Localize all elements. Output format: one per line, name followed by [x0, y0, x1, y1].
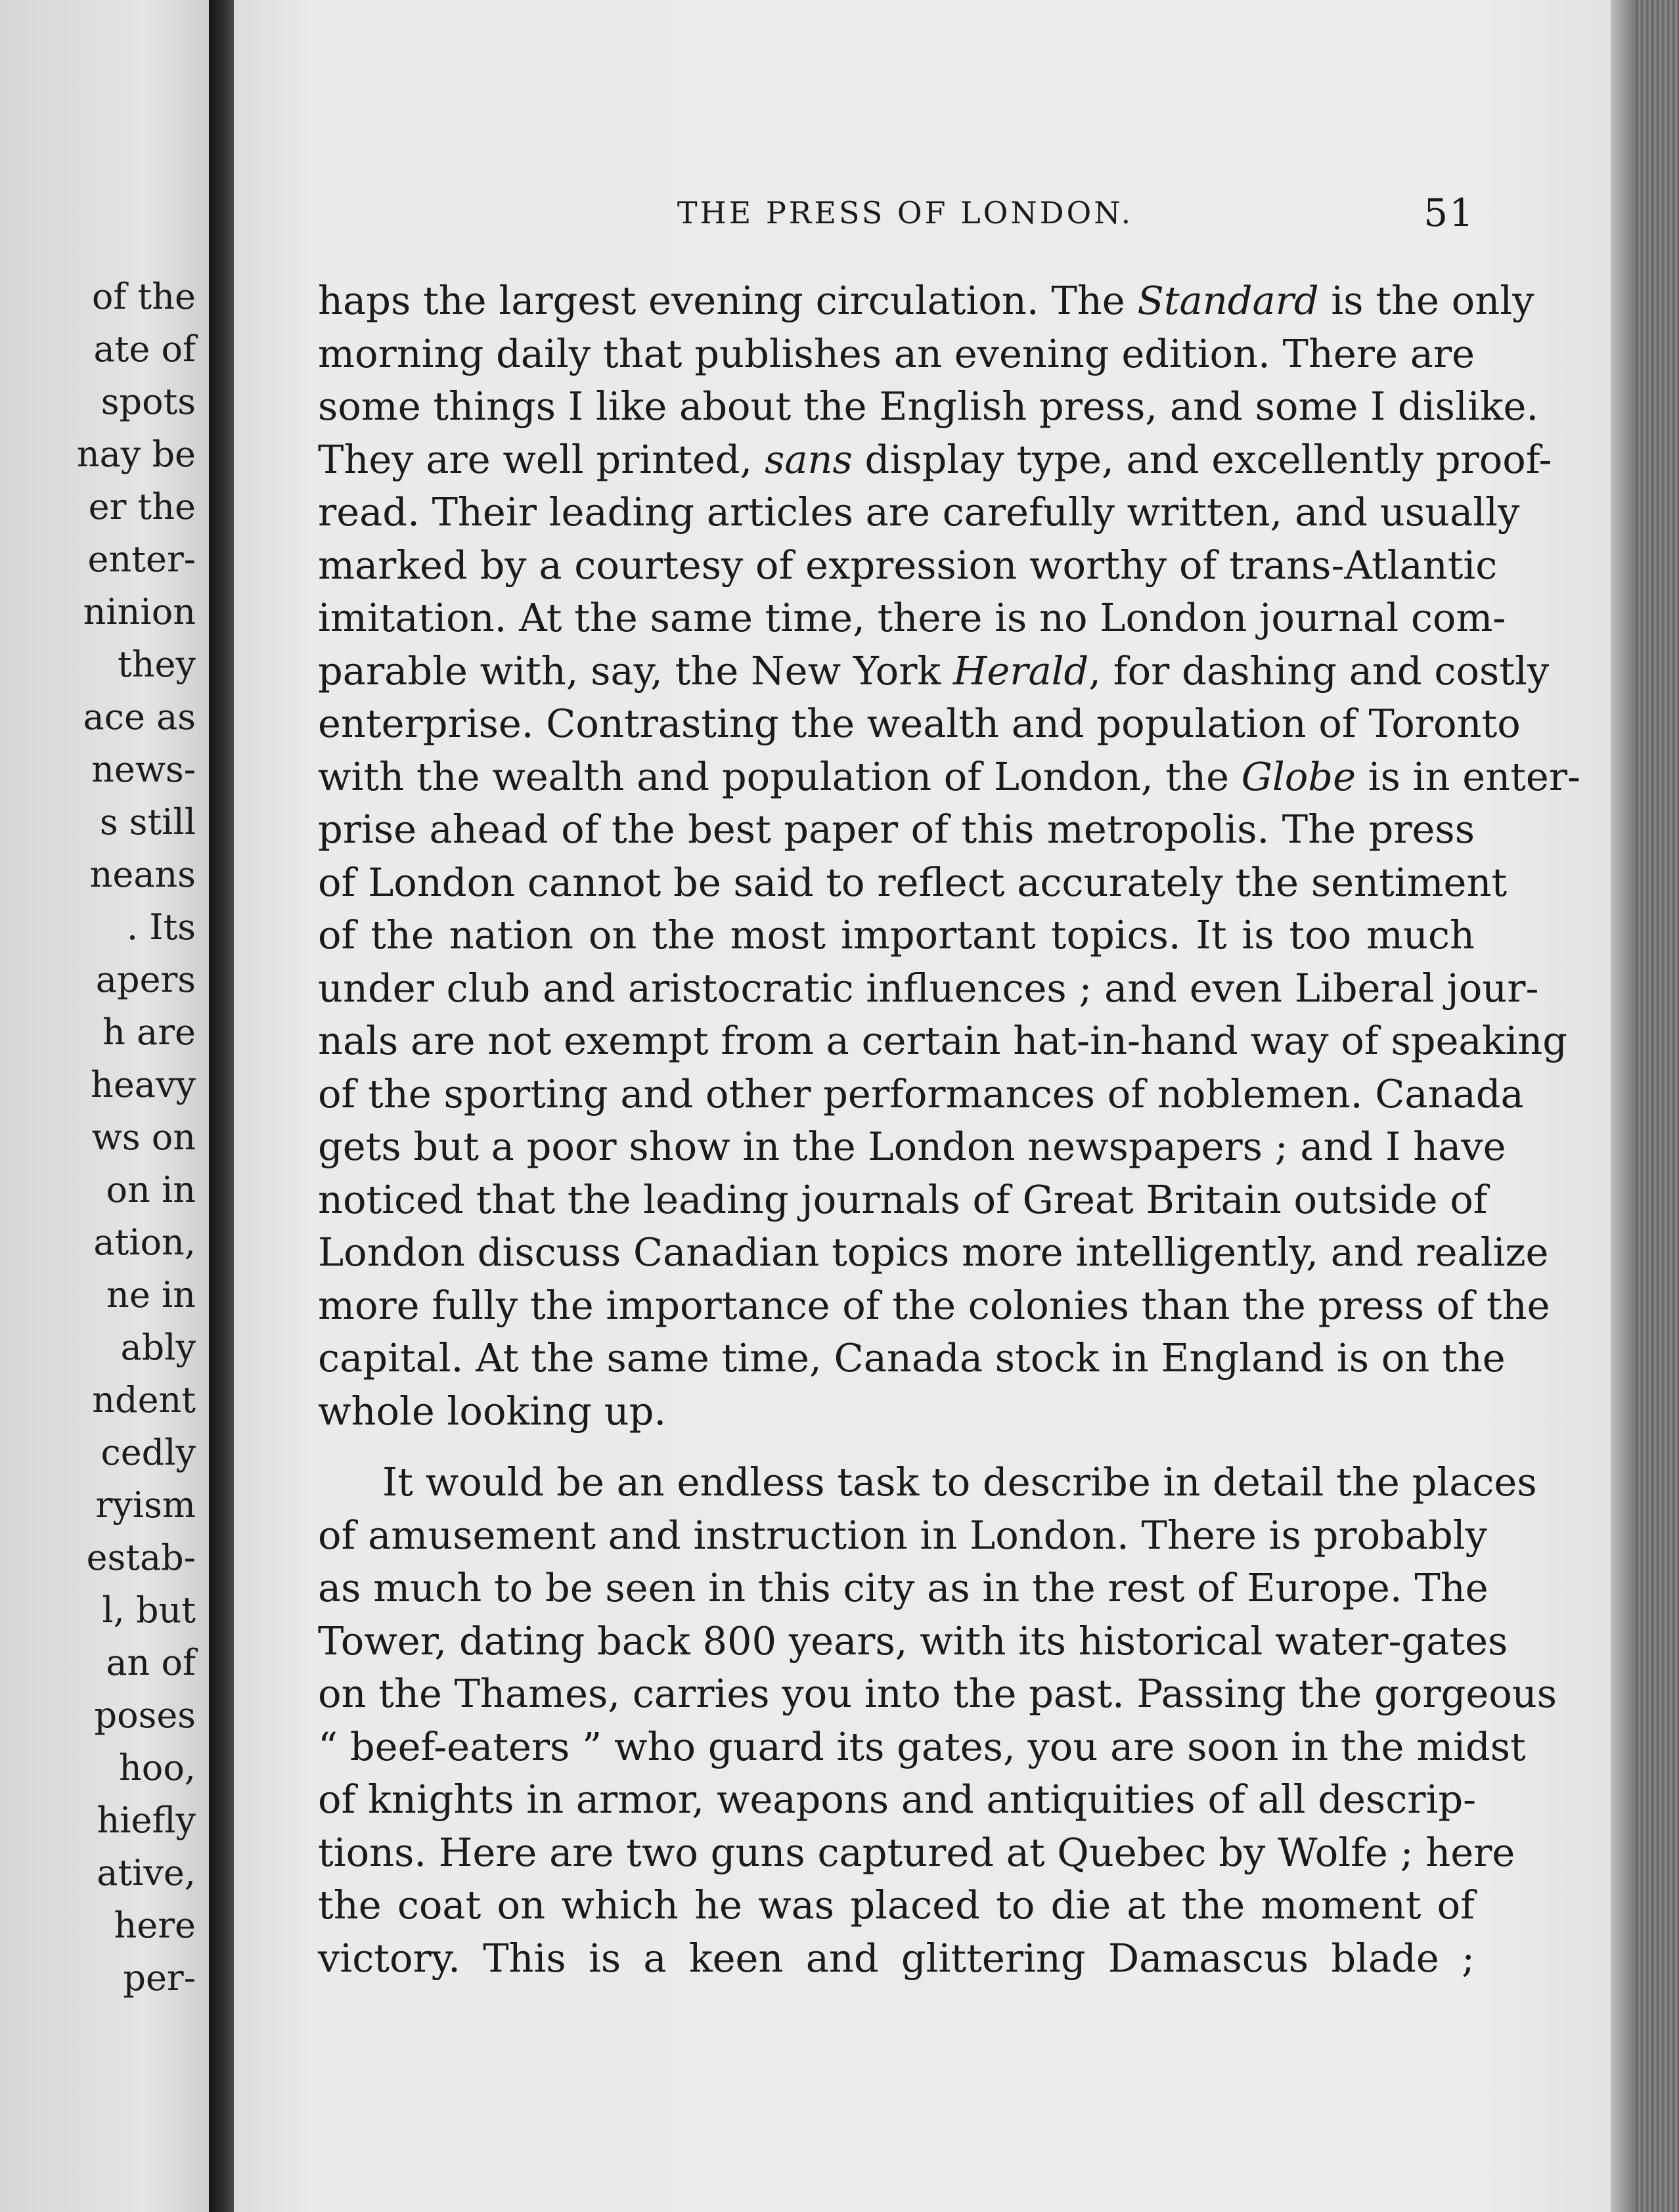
left-fragment: ryism	[95, 1484, 196, 1526]
text-line: Tower, dating back 800 years, with its historical water-gates	[318, 1618, 1508, 1664]
left-fragment: here	[114, 1905, 196, 1946]
left-fragment: . Its	[126, 906, 196, 948]
left-fragment: ninion	[83, 591, 196, 632]
text-line: with the wealth and population of London, the Globe is in enter-	[318, 753, 1580, 799]
left-fragment: l, but	[102, 1589, 196, 1631]
left-fragment: ably	[120, 1327, 196, 1368]
text-line: more fully the importance of the colonies than the press of the	[318, 1282, 1550, 1328]
left-fragment: ne in	[106, 1274, 196, 1316]
text-line: noticed that the leading journals of Great Britain outside of	[318, 1176, 1488, 1222]
text-line: the coat on which he was placed to die at the moment of	[318, 1882, 1475, 1928]
left-fragment: neans	[89, 854, 196, 895]
body-text	[318, 275, 1580, 1985]
text-line: nals are not exempt from a certain hat-in-hand way of speaking	[318, 1018, 1567, 1063]
left-fragment: on in	[106, 1169, 196, 1210]
text-line: parable with, say, the New York Herald, for dashing and costly	[318, 648, 1550, 694]
text-line: of London cannot be said to reflect accurately the sentiment	[318, 859, 1508, 905]
text-line: under club and aristocratic influences ; and even Liberal jour-	[318, 965, 1539, 1011]
paragraph-1	[318, 275, 1580, 1438]
text-line: some things I like about the English press, and some I dislike.	[318, 384, 1539, 429]
running-title: THE PRESS OF LONDON.	[677, 195, 1134, 231]
left-fragment: ation,	[93, 1222, 196, 1263]
text-line: haps the largest evening circulation. The Standard is the only	[318, 278, 1534, 323]
text-line: of the nation on the most important topics. It is too much	[318, 912, 1475, 958]
page-number: 51	[1423, 190, 1475, 235]
left-fragment: an of	[106, 1642, 196, 1683]
page-edges	[1611, 0, 1679, 2212]
text-line: read. Their leading articles are carefully written, and usually	[318, 489, 1520, 535]
left-fragment: of the	[91, 276, 196, 317]
text-line: prise ahead of the best paper of this metropolis. The press	[318, 807, 1475, 852]
paragraph-gap	[318, 1438, 1475, 1456]
running-head	[439, 192, 1475, 234]
left-fragment: per-	[123, 1957, 196, 1999]
text-line: “ beef-eaters ” who guard its gates, you are soon in the midst	[318, 1723, 1526, 1769]
text-line: marked by a courtesy of expression worthy of trans-Atlantic	[318, 542, 1498, 588]
left-fragment: enter-	[87, 539, 196, 580]
left-fragment: ative,	[97, 1852, 196, 1893]
left-fragment: ndent	[92, 1379, 196, 1421]
text-line: tions. Here are two guns captured at Quebec by Wolfe ; here	[318, 1829, 1515, 1875]
left-fragment: s still	[99, 801, 196, 843]
text-line: morning daily that publishes an evening edition. There are	[318, 330, 1475, 376]
text-line: enterprise. Contrasting the wealth and population of Toronto	[318, 701, 1521, 746]
left-page	[0, 0, 209, 2212]
left-fragment: news-	[91, 749, 196, 790]
left-fragment: ace as	[83, 696, 196, 738]
left-fragment: ws on	[91, 1117, 196, 1158]
text-line: on the Thames, carries you into the past. Passing the gorgeous	[318, 1671, 1557, 1716]
text-line: London discuss Canadian topics more intelligently, and realize	[318, 1229, 1549, 1275]
left-fragment: nay be	[76, 433, 196, 475]
left-fragment: hiefly	[97, 1800, 196, 1841]
left-fragment: poses	[94, 1694, 196, 1736]
left-fragment: cedly	[101, 1432, 196, 1473]
text-line: capital. At the same time, Canada stock in England is on the	[318, 1335, 1506, 1381]
text-line: They are well printed, sans display type, and excellently proof-	[318, 436, 1552, 482]
left-fragment: apers	[95, 959, 196, 1000]
text-line: whole looking up.	[318, 1388, 667, 1434]
text-line: imitation. At the same time, there is no London journal com-	[318, 595, 1506, 640]
left-fragment: h are	[102, 1011, 196, 1053]
left-fragment: ate of	[93, 328, 196, 370]
text-line: gets but a poor show in the London newspapers ; and I have	[318, 1124, 1506, 1169]
text-line: as much to be seen in this city as in the rest of Europe. The	[318, 1565, 1489, 1610]
text-line: victory. This is a keen and glittering Damascus blade ;	[318, 1935, 1475, 1981]
left-fragment: spots	[101, 381, 196, 422]
left-fragment: heavy	[91, 1064, 196, 1105]
text-line: of knights in armor, weapons and antiquities of all descrip-	[318, 1777, 1477, 1822]
left-fragment: they	[118, 644, 196, 685]
text-line: of amusement and instruction in London. There is probably	[318, 1512, 1487, 1558]
left-fragment: er the	[88, 486, 196, 527]
left-page-text-fragments	[77, 271, 196, 2004]
left-fragment: estab-	[86, 1537, 196, 1578]
text-line: It would be an endless task to describe in detail the places	[382, 1459, 1537, 1505]
paragraph-2	[318, 1456, 1557, 1985]
left-fragment: hoo,	[119, 1747, 196, 1788]
text-line: of the sporting and other performances of noblemen. Canada	[318, 1071, 1524, 1117]
book-gutter	[209, 0, 234, 2212]
